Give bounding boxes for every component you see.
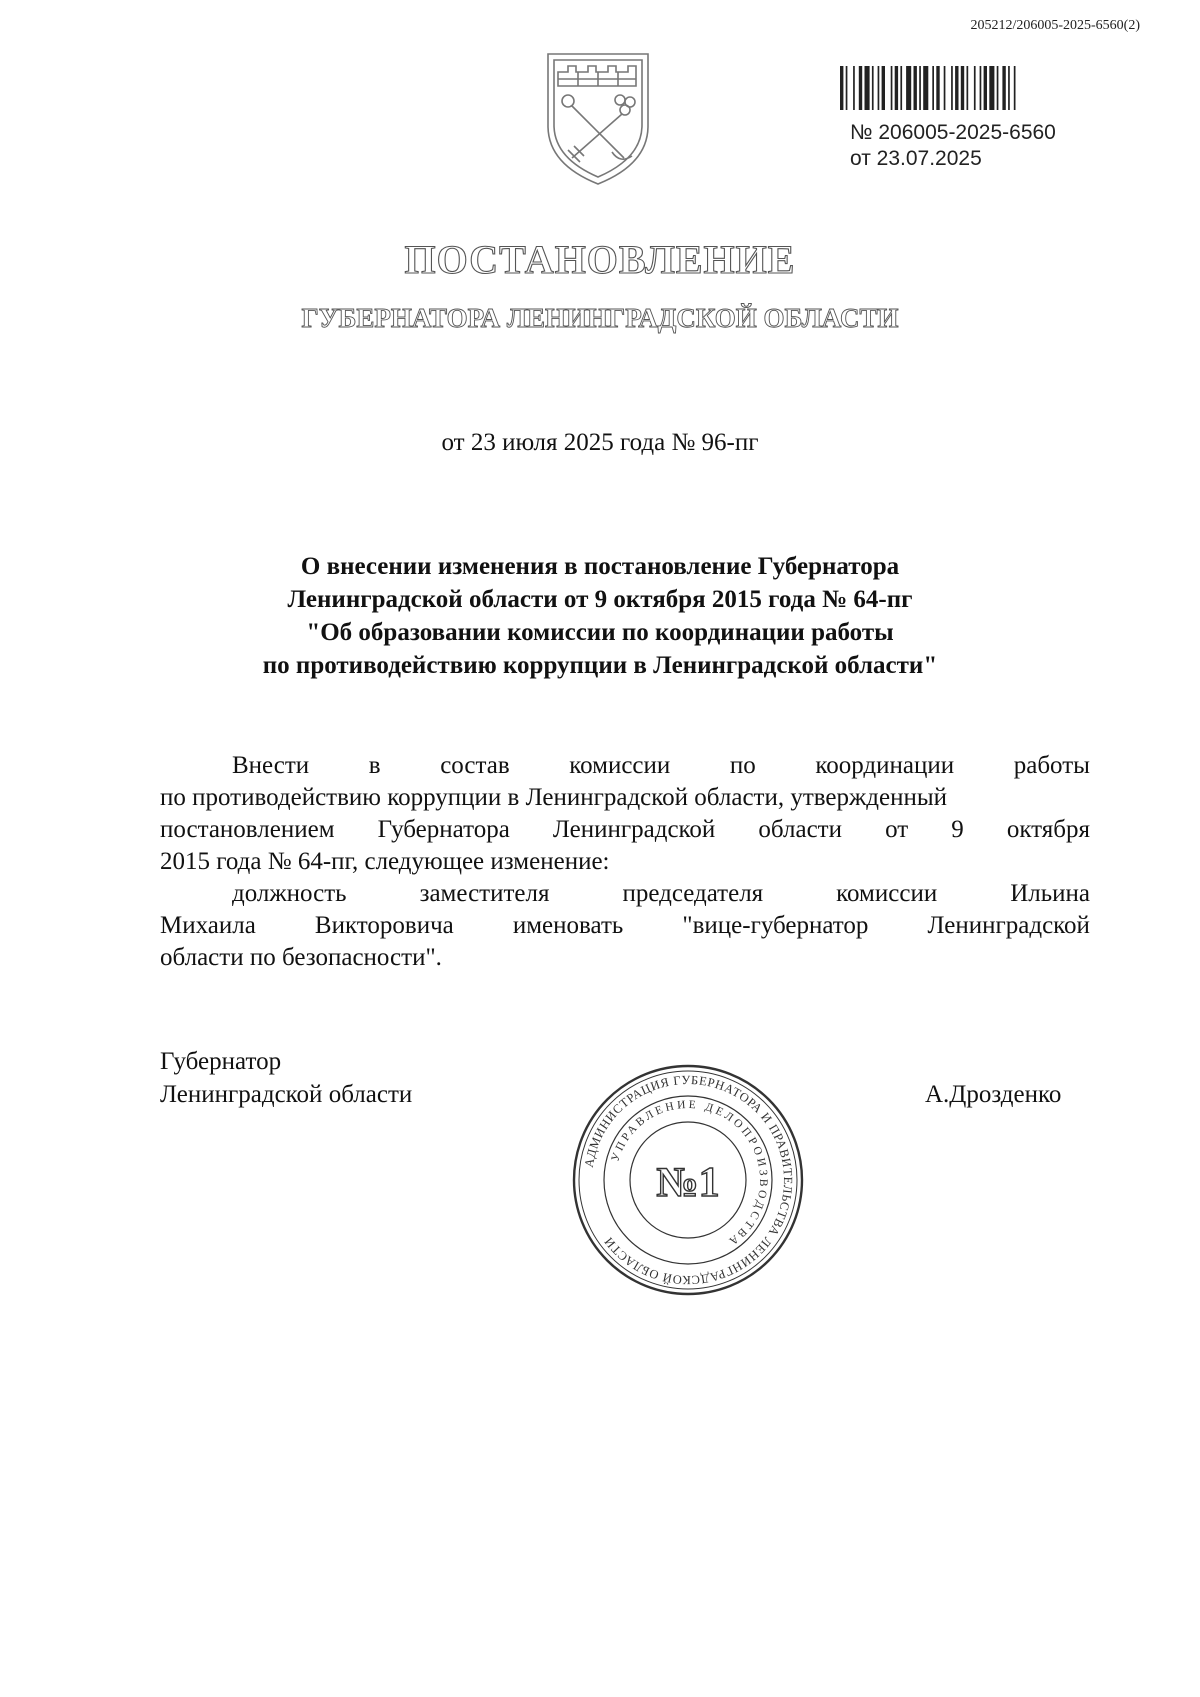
barcode-bar: [989, 66, 994, 110]
body-word: Ильина: [1010, 880, 1090, 907]
body-word: должность: [232, 880, 347, 907]
barcode-bar: [936, 66, 939, 110]
body-word: "вице-губернатор: [682, 912, 869, 939]
barcode-bar: [859, 66, 862, 110]
barcode-bar: [997, 66, 999, 110]
barcode-bar: [853, 66, 855, 110]
barcode-bar: [882, 66, 885, 110]
signer-position-line: Губернатор: [160, 1048, 282, 1075]
barcode-bar: [840, 66, 843, 110]
body-word: комиссии: [836, 880, 938, 907]
body-word: Михаила: [160, 912, 256, 939]
body-line: [160, 814, 1090, 846]
registration-date: от 23.07.2025: [850, 147, 982, 170]
document-type-heading: ПОСТАНОВЛЕНИЕ: [404, 237, 796, 282]
body-line: [160, 910, 1090, 942]
title-line: по противодействию коррупции в Ленинградской области": [262, 652, 938, 679]
barcode-bar: [878, 66, 880, 110]
barcode-bar: [951, 66, 953, 110]
body-word: октября: [1006, 816, 1090, 843]
body-word: именовать: [512, 912, 624, 939]
barcode-bar: [932, 66, 934, 110]
barcode-bar: [914, 66, 917, 110]
barcode-bar: [895, 66, 898, 110]
document-reference-text: 205212/206005-2025-6560(2): [970, 18, 1140, 33]
body-word: председателя: [622, 880, 764, 907]
body-word: заместителя: [419, 880, 550, 907]
stamp-outer-text: АДМИНИСТРАЦИЯ ГУБЕРНАТОРА И ПРАВИТЕЛЬСТВА ЛЕНИНГРАДСКОЙ ОБЛАСТИ: [581, 1072, 796, 1288]
barcode-bar: [980, 66, 982, 110]
body-word: Внести: [232, 752, 310, 779]
body-word: состав: [440, 752, 510, 779]
body-word: Ленинградской: [927, 912, 1090, 939]
official-stamp: [570, 1062, 806, 1298]
signer-name: А.Дрозденко: [925, 1081, 1062, 1108]
body-word: Губернатора: [377, 816, 510, 843]
body-line: по противодействию коррупции в Ленинградской области, утвержденный: [160, 784, 948, 811]
barcode: [840, 66, 1098, 110]
body-word: работы: [1013, 752, 1090, 779]
barcode-bar: [919, 66, 921, 110]
barcode-bar: [865, 66, 870, 110]
body-line: [160, 878, 1090, 910]
body-word: от: [885, 816, 909, 843]
body-word: Ленинградской: [552, 816, 716, 843]
barcode-bar: [974, 66, 976, 110]
body-word: в: [368, 752, 381, 779]
body-word: координации: [815, 752, 955, 779]
body-line: области по безопасности".: [160, 944, 442, 971]
barcode-bar: [1002, 66, 1005, 110]
barcode-bar: [955, 66, 958, 110]
body-word: 9: [951, 816, 964, 843]
title-line: Ленинградской области от 9 октября 2015 года № 64-пг: [287, 586, 913, 613]
body-word: Викторовича: [314, 912, 454, 939]
barcode-bar: [891, 66, 893, 110]
barcode-bar: [846, 66, 848, 110]
barcode-bar: [961, 66, 964, 110]
document-date-number: от 23 июля 2025 года № 96-пг: [441, 429, 759, 456]
signer-position: [160, 1045, 412, 1111]
barcode-bar: [923, 66, 928, 110]
document-body: [160, 750, 1090, 974]
barcode-bar: [906, 66, 911, 110]
stamp-inner-text: УПРАВЛЕНИЕ ДЕЛОПРОИЗВОДСТВА: [609, 1098, 770, 1249]
signer-position-line: Ленинградской области: [160, 1081, 413, 1108]
body-word: постановлением: [160, 816, 335, 843]
body-line: 2015 года № 64-пг, следующее изменение:: [160, 848, 610, 875]
barcode-bar: [967, 66, 969, 110]
body-word: по: [729, 752, 756, 779]
registration-number: № 206005-2025-6560: [850, 121, 1056, 144]
barcode-bar: [944, 66, 946, 110]
issuing-authority-heading: ГУБЕРНАТОРА ЛЕНИНГРАДСКОЙ ОБЛАСТИ: [301, 303, 899, 333]
barcode-bar: [900, 66, 902, 110]
stamp-center-number: №1: [656, 1160, 720, 1206]
document-title: [200, 550, 1000, 682]
title-line: "Об образовании комиссии по координации работы: [306, 619, 894, 646]
barcode-bar: [1008, 66, 1010, 110]
barcode-bar: [872, 66, 874, 110]
title-line: О внесении изменения в постановление Губернатора: [300, 553, 900, 580]
barcode-bar: [1014, 66, 1016, 110]
barcode-bar: [984, 66, 987, 110]
body-word: комиссии: [569, 752, 671, 779]
coat-of-arms-emblem: [528, 46, 668, 191]
body-word: области: [758, 816, 842, 843]
body-line: [160, 750, 1090, 782]
